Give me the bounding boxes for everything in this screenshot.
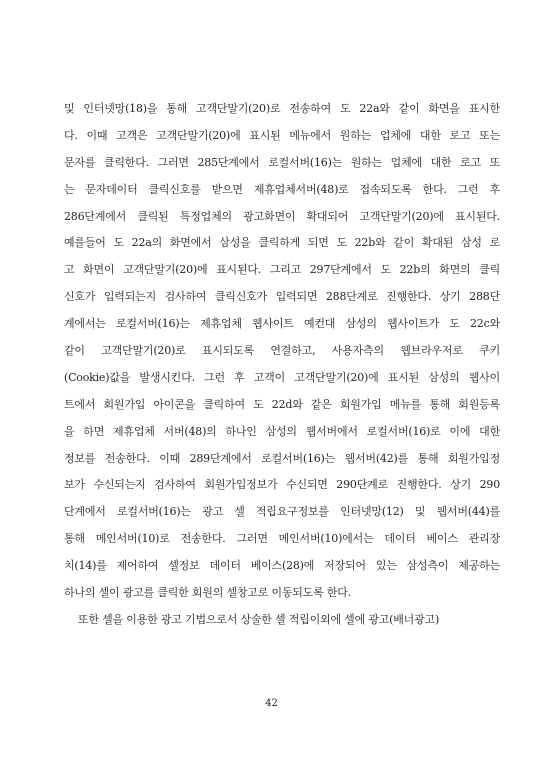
text-line: 286단계에서 클릭된 특정업체의 광고화면이 확대되어 고객단말기(20)에 표시된다.: [64, 209, 500, 223]
text-line: 을 하면 제휴업체 서버(48)의 하나인 삼성의 웹서버에서 로컬서버(16)로 이에 대한: [64, 424, 500, 438]
text-line: 보가 수신되는지 검사하여 회원가입정보가 수신되면 290단계로 진행한다. 상기 290: [64, 478, 500, 492]
text-line: 고 화면이 고객단말기(20)에 표시된다. 그리고 297단계에서 도 22b의 화면의 클릭: [64, 263, 500, 277]
text-line: 다. 이때 고객은 고객단말기(20)에 표시된 메뉴에서 원하는 업체에 대한 로고 또는: [64, 128, 500, 142]
text-line: 예를들어 도 22a의 화면에서 삼성을 클릭하게 되면 도 22b와 같이 확대된 삼성 로: [64, 236, 500, 250]
text-line: 신호가 입력되는지 검사하여 클릭신호가 입력되면 288단계로 진행한다. 상기 288단: [64, 290, 500, 304]
paragraph-first-line: 또한 셀을 이용한 광고 기법으로서 상술한 셀 적립이외에 셀에 광고(배너광고): [78, 612, 440, 626]
text-line: 통해 메인서버(10)로 전송한다. 그러면 메인서버(10)에서는 데이터 베이스 관리장: [64, 532, 500, 546]
text-line: 정보를 전송한다. 이때 289단계에서 로컬서버(16)는 웹서버(42)를 통해 회원가입정: [64, 451, 500, 465]
text-line: 계에서는 로컬서버(16)는 제휴업체 웹사이트 예컨대 삼성의 웹사이트가 도 22c와: [64, 317, 500, 331]
text-line: 단계에서 로컬서버(16)는 광고 셀 적립요구정보를 인터넷망(12) 및 웹서버(44)를: [64, 505, 500, 519]
text-line: 트에서 회원가입 아이콘을 클릭하여 도 22d와 같은 회원가입 메뉴를 통해 회원등록: [64, 397, 500, 411]
text-line: (Cookie)값을 발생시킨다. 그런 후 고객이 고객단말기(20)에 표시된 삼성의 웹사이: [64, 370, 500, 384]
text-line: 는 문자데이터 클릭신호를 받으면 제휴업체서버(48)로 접속되도록 한다. 그런 후: [64, 182, 500, 196]
text-line: 문자를 클릭한다. 그러면 285단계에서 로컬서버(16)는 원하는 업체에 대한 로고 또: [64, 155, 500, 169]
text-line: 같이 고객단말기(20)로 표시되도록 연결하고, 사용자측의 웹브라우저로 쿠키: [64, 344, 500, 358]
page-number: 42: [265, 698, 278, 709]
text-line: 하나의 셀이 광고를 클릭한 회원의 셀창고로 이동되도록 한다.: [64, 586, 352, 600]
text-line: 치(14)를 제어하여 셀정보 데이터 베이스(28)에 저장되어 있는 삼성측이 제공하는: [64, 559, 500, 573]
text-line: 및 인터넷망(18)을 통해 고객단말기(20)로 전송하여 도 22a와 같이 화면을 표시한: [64, 102, 500, 115]
body-text: [64, 96, 500, 634]
